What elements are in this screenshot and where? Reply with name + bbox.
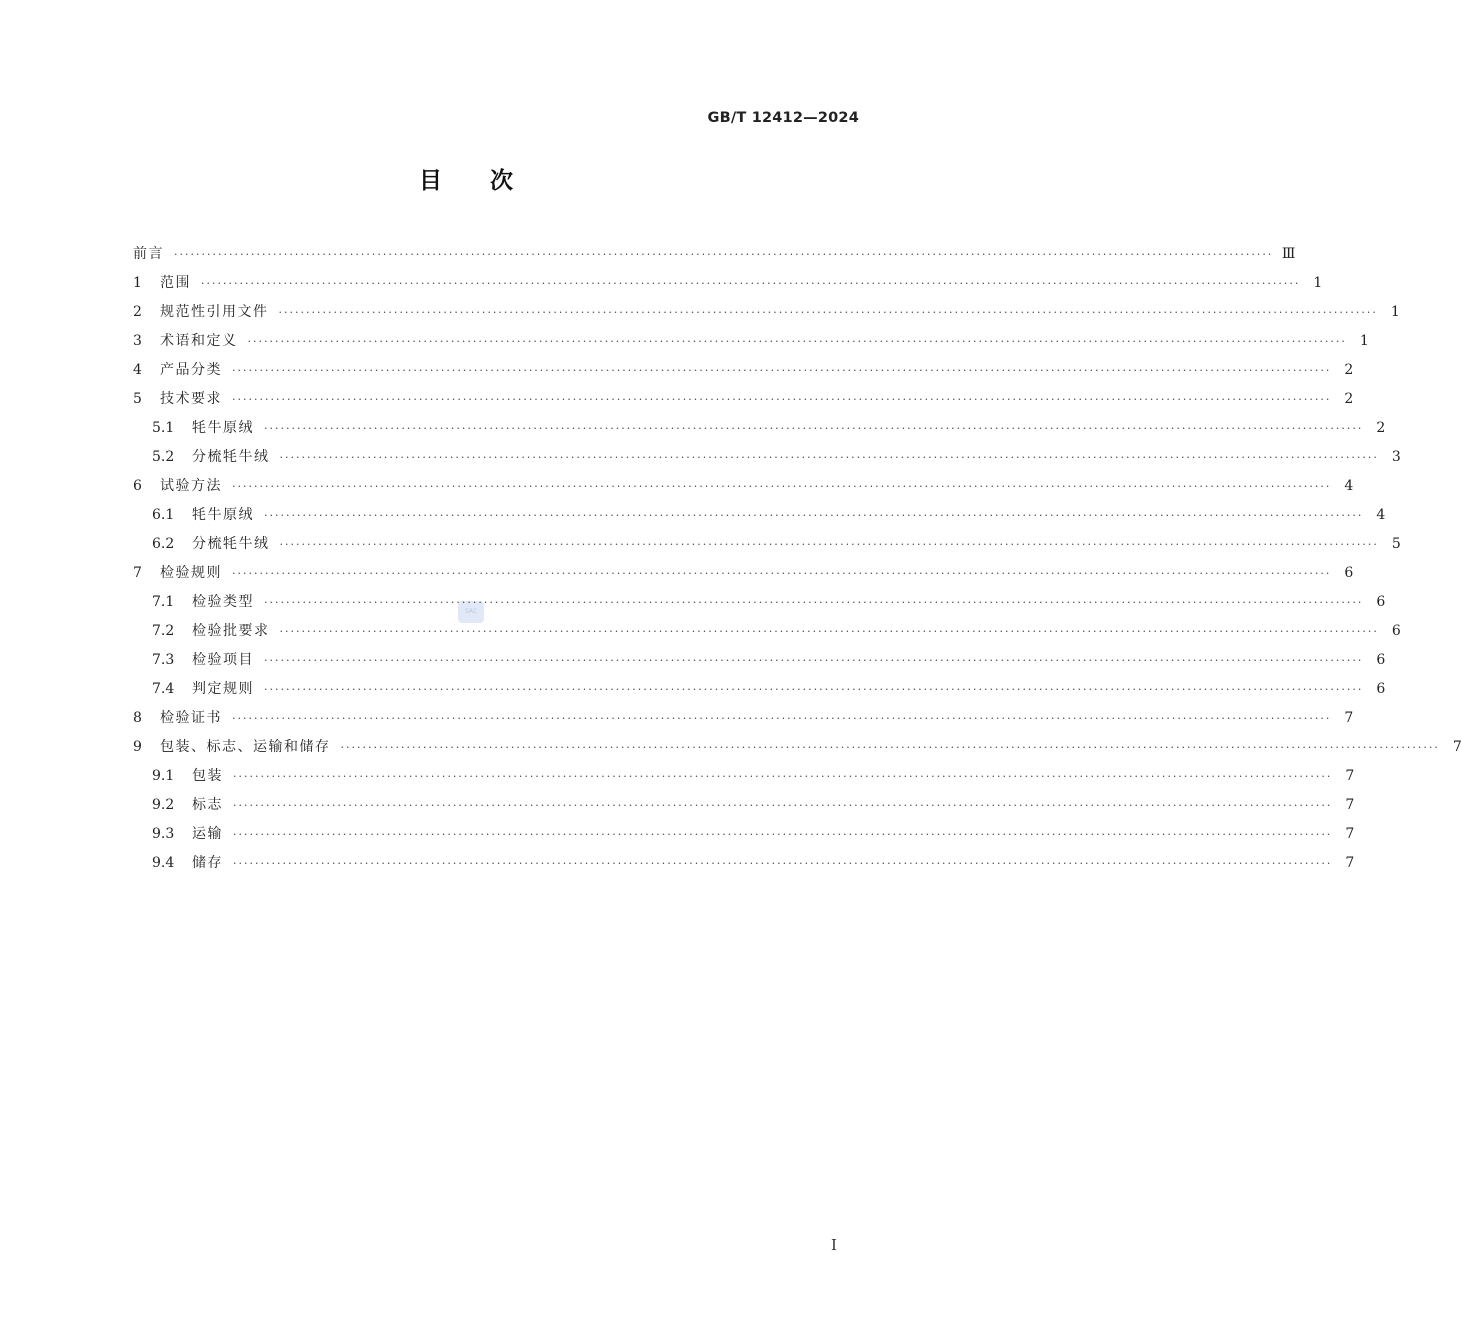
toc-entry-title: 规范性引用文件 xyxy=(160,304,269,320)
toc-entry-title: 分梳牦牛绒 xyxy=(192,536,270,552)
toc-dot-leader: ········································································································································································································ xyxy=(247,335,1347,348)
toc-entry-title: 产品分类 xyxy=(160,362,222,378)
toc-entry-title: 运输 xyxy=(192,826,223,842)
toc-entry-page: 2 xyxy=(1376,420,1386,436)
toc-entry[interactable] xyxy=(133,530,1401,559)
toc-entry-title: 牦牛原绒 xyxy=(192,507,254,523)
toc-entry[interactable] xyxy=(133,298,1400,327)
toc-dot-leader: ········································································································································································································ xyxy=(233,799,1333,812)
toc-entry[interactable] xyxy=(133,588,1386,617)
toc-entry[interactable] xyxy=(133,385,1354,414)
toc-dot-leader: ········································································································································································································ xyxy=(232,480,1332,493)
toc-entry[interactable] xyxy=(133,559,1354,588)
toc-entry-page: 7 xyxy=(1345,797,1355,813)
toc-entry-title: 技术要求 xyxy=(160,391,222,407)
toc-entry-number: 1 xyxy=(133,275,142,291)
toc-dot-leader: ········································································································································································································ xyxy=(264,654,1364,667)
toc-entry-title: 试验方法 xyxy=(160,478,222,494)
toc-entry[interactable] xyxy=(133,646,1386,675)
toc-dot-leader: ········································································································································································································ xyxy=(232,567,1332,580)
toc-dot-leader: ········································································································································································································ xyxy=(279,538,1379,551)
toc-entry-page: 1 xyxy=(1359,333,1369,349)
toc-entry-number: 2 xyxy=(133,304,142,320)
toc-dot-leader: ········································································································································································································ xyxy=(233,828,1333,841)
toc-entry[interactable] xyxy=(133,733,1462,762)
toc-entry-title: 判定规则 xyxy=(192,681,254,697)
toc-entry-number: 5.2 xyxy=(152,449,175,465)
toc-entry-number: 3 xyxy=(133,333,142,349)
toc-entry[interactable] xyxy=(133,617,1401,646)
toc-entry-number: 7.3 xyxy=(152,652,175,668)
toc-entry-title: 储存 xyxy=(192,855,223,871)
toc-entry[interactable] xyxy=(133,820,1355,849)
toc-entry-title: 前言 xyxy=(133,246,164,262)
toc-entry[interactable] xyxy=(133,356,1354,385)
toc-dot-leader: ········································································································································································································ xyxy=(201,277,1301,290)
toc-entry-number: 6.1 xyxy=(152,507,175,523)
toc-dot-leader: ········································································································································································································ xyxy=(279,451,1379,464)
toc-entry-title: 检验规则 xyxy=(160,565,222,581)
toc-entry-number: 4 xyxy=(133,362,142,378)
toc-entry-page: 7 xyxy=(1345,768,1355,784)
toc-entry-number: 7.2 xyxy=(152,623,175,639)
toc-entry-page: 4 xyxy=(1344,478,1354,494)
toc-dot-leader: ········································································································································································································ xyxy=(232,712,1332,725)
toc-entry-number: 6.2 xyxy=(152,536,175,552)
toc-entry-page: 6 xyxy=(1376,594,1386,610)
toc-entry-title: 术语和定义 xyxy=(160,333,238,349)
table-of-contents xyxy=(133,240,1462,878)
toc-entry-page: 4 xyxy=(1376,507,1386,523)
toc-entry[interactable] xyxy=(133,240,1296,269)
toc-entry[interactable] xyxy=(133,704,1354,733)
toc-entry[interactable] xyxy=(133,414,1386,443)
toc-entry-number: 9.3 xyxy=(152,826,175,842)
toc-entry-page: 6 xyxy=(1376,652,1386,668)
toc-entry[interactable] xyxy=(133,675,1386,704)
toc-dot-leader: ········································································································································································································ xyxy=(264,683,1364,696)
toc-entry-title: 牦牛原绒 xyxy=(192,420,254,436)
toc-dot-leader: ········································································································································································································ xyxy=(233,770,1333,783)
toc-entry-title: 包装、标志、运输和储存 xyxy=(160,739,331,755)
toc-entry[interactable] xyxy=(133,472,1354,501)
toc-entry-title: 范围 xyxy=(160,275,191,291)
toc-entry-number: 6 xyxy=(133,478,142,494)
toc-entry-number: 9.1 xyxy=(152,768,175,784)
toc-entry-page: 5 xyxy=(1391,536,1401,552)
standard-code: GB/T 12412—2024 xyxy=(707,110,859,126)
toc-entry-title: 检验证书 xyxy=(160,710,222,726)
toc-entry-number: 5.1 xyxy=(152,420,175,436)
toc-entry-number: 5 xyxy=(133,391,142,407)
toc-dot-leader: ········································································································································································································ xyxy=(232,364,1332,377)
page-title: 目次 xyxy=(419,168,561,194)
toc-dot-leader: ········································································································································································································ xyxy=(174,248,1274,261)
toc-entry-page: 6 xyxy=(1376,681,1386,697)
toc-entry-page: 7 xyxy=(1452,739,1462,755)
toc-dot-leader: ········································································································································································································ xyxy=(340,741,1440,754)
toc-entry-page: 7 xyxy=(1344,710,1354,726)
toc-entry[interactable] xyxy=(133,501,1386,530)
toc-entry[interactable] xyxy=(133,762,1355,791)
toc-dot-leader: ········································································································································································································ xyxy=(264,509,1364,522)
toc-entry-title: 分梳牦牛绒 xyxy=(192,449,270,465)
toc-entry-title: 包装 xyxy=(192,768,223,784)
toc-entry-title: 检验类型 xyxy=(192,594,254,610)
toc-entry[interactable] xyxy=(133,269,1323,298)
toc-entry-number: 7.1 xyxy=(152,594,175,610)
toc-dot-leader: ········································································································································································································ xyxy=(232,393,1332,406)
toc-entry-number: 7.4 xyxy=(152,681,175,697)
toc-entry[interactable] xyxy=(133,791,1355,820)
toc-entry-page: 1 xyxy=(1313,275,1323,291)
toc-entry-page: 6 xyxy=(1344,565,1354,581)
toc-entry[interactable] xyxy=(133,327,1369,356)
toc-entry-title: 检验项目 xyxy=(192,652,254,668)
toc-dot-leader: ········································································································································································································ xyxy=(278,306,1378,319)
toc-entry-page: Ⅲ xyxy=(1281,246,1296,262)
toc-entry-page: 3 xyxy=(1391,449,1401,465)
toc-dot-leader: ········································································································································································································ xyxy=(279,625,1379,638)
toc-entry-page: 7 xyxy=(1345,855,1355,871)
toc-entry-title: 检验批要求 xyxy=(192,623,270,639)
toc-entry[interactable] xyxy=(133,443,1401,472)
toc-entry-number: 9.2 xyxy=(152,797,175,813)
toc-dot-leader: ········································································································································································································ xyxy=(233,857,1333,870)
toc-entry[interactable] xyxy=(133,849,1355,878)
toc-entry-number: 8 xyxy=(133,710,142,726)
toc-entry-page: 6 xyxy=(1391,623,1401,639)
toc-entry-page: 2 xyxy=(1344,362,1354,378)
toc-entry-number: 9.4 xyxy=(152,855,175,871)
toc-entry-page: 2 xyxy=(1344,391,1354,407)
toc-entry-page: 1 xyxy=(1390,304,1400,320)
toc-entry-number: 7 xyxy=(133,565,142,581)
toc-dot-leader: ········································································································································································································ xyxy=(264,422,1364,435)
toc-entry-title: 标志 xyxy=(192,797,223,813)
toc-dot-leader: ········································································································································································································ xyxy=(264,596,1364,609)
watermark-logo: SAC xyxy=(458,601,484,623)
toc-entry-page: 7 xyxy=(1345,826,1355,842)
page-number: Ⅰ xyxy=(831,1236,837,1254)
toc-entry-number: 9 xyxy=(133,739,142,755)
